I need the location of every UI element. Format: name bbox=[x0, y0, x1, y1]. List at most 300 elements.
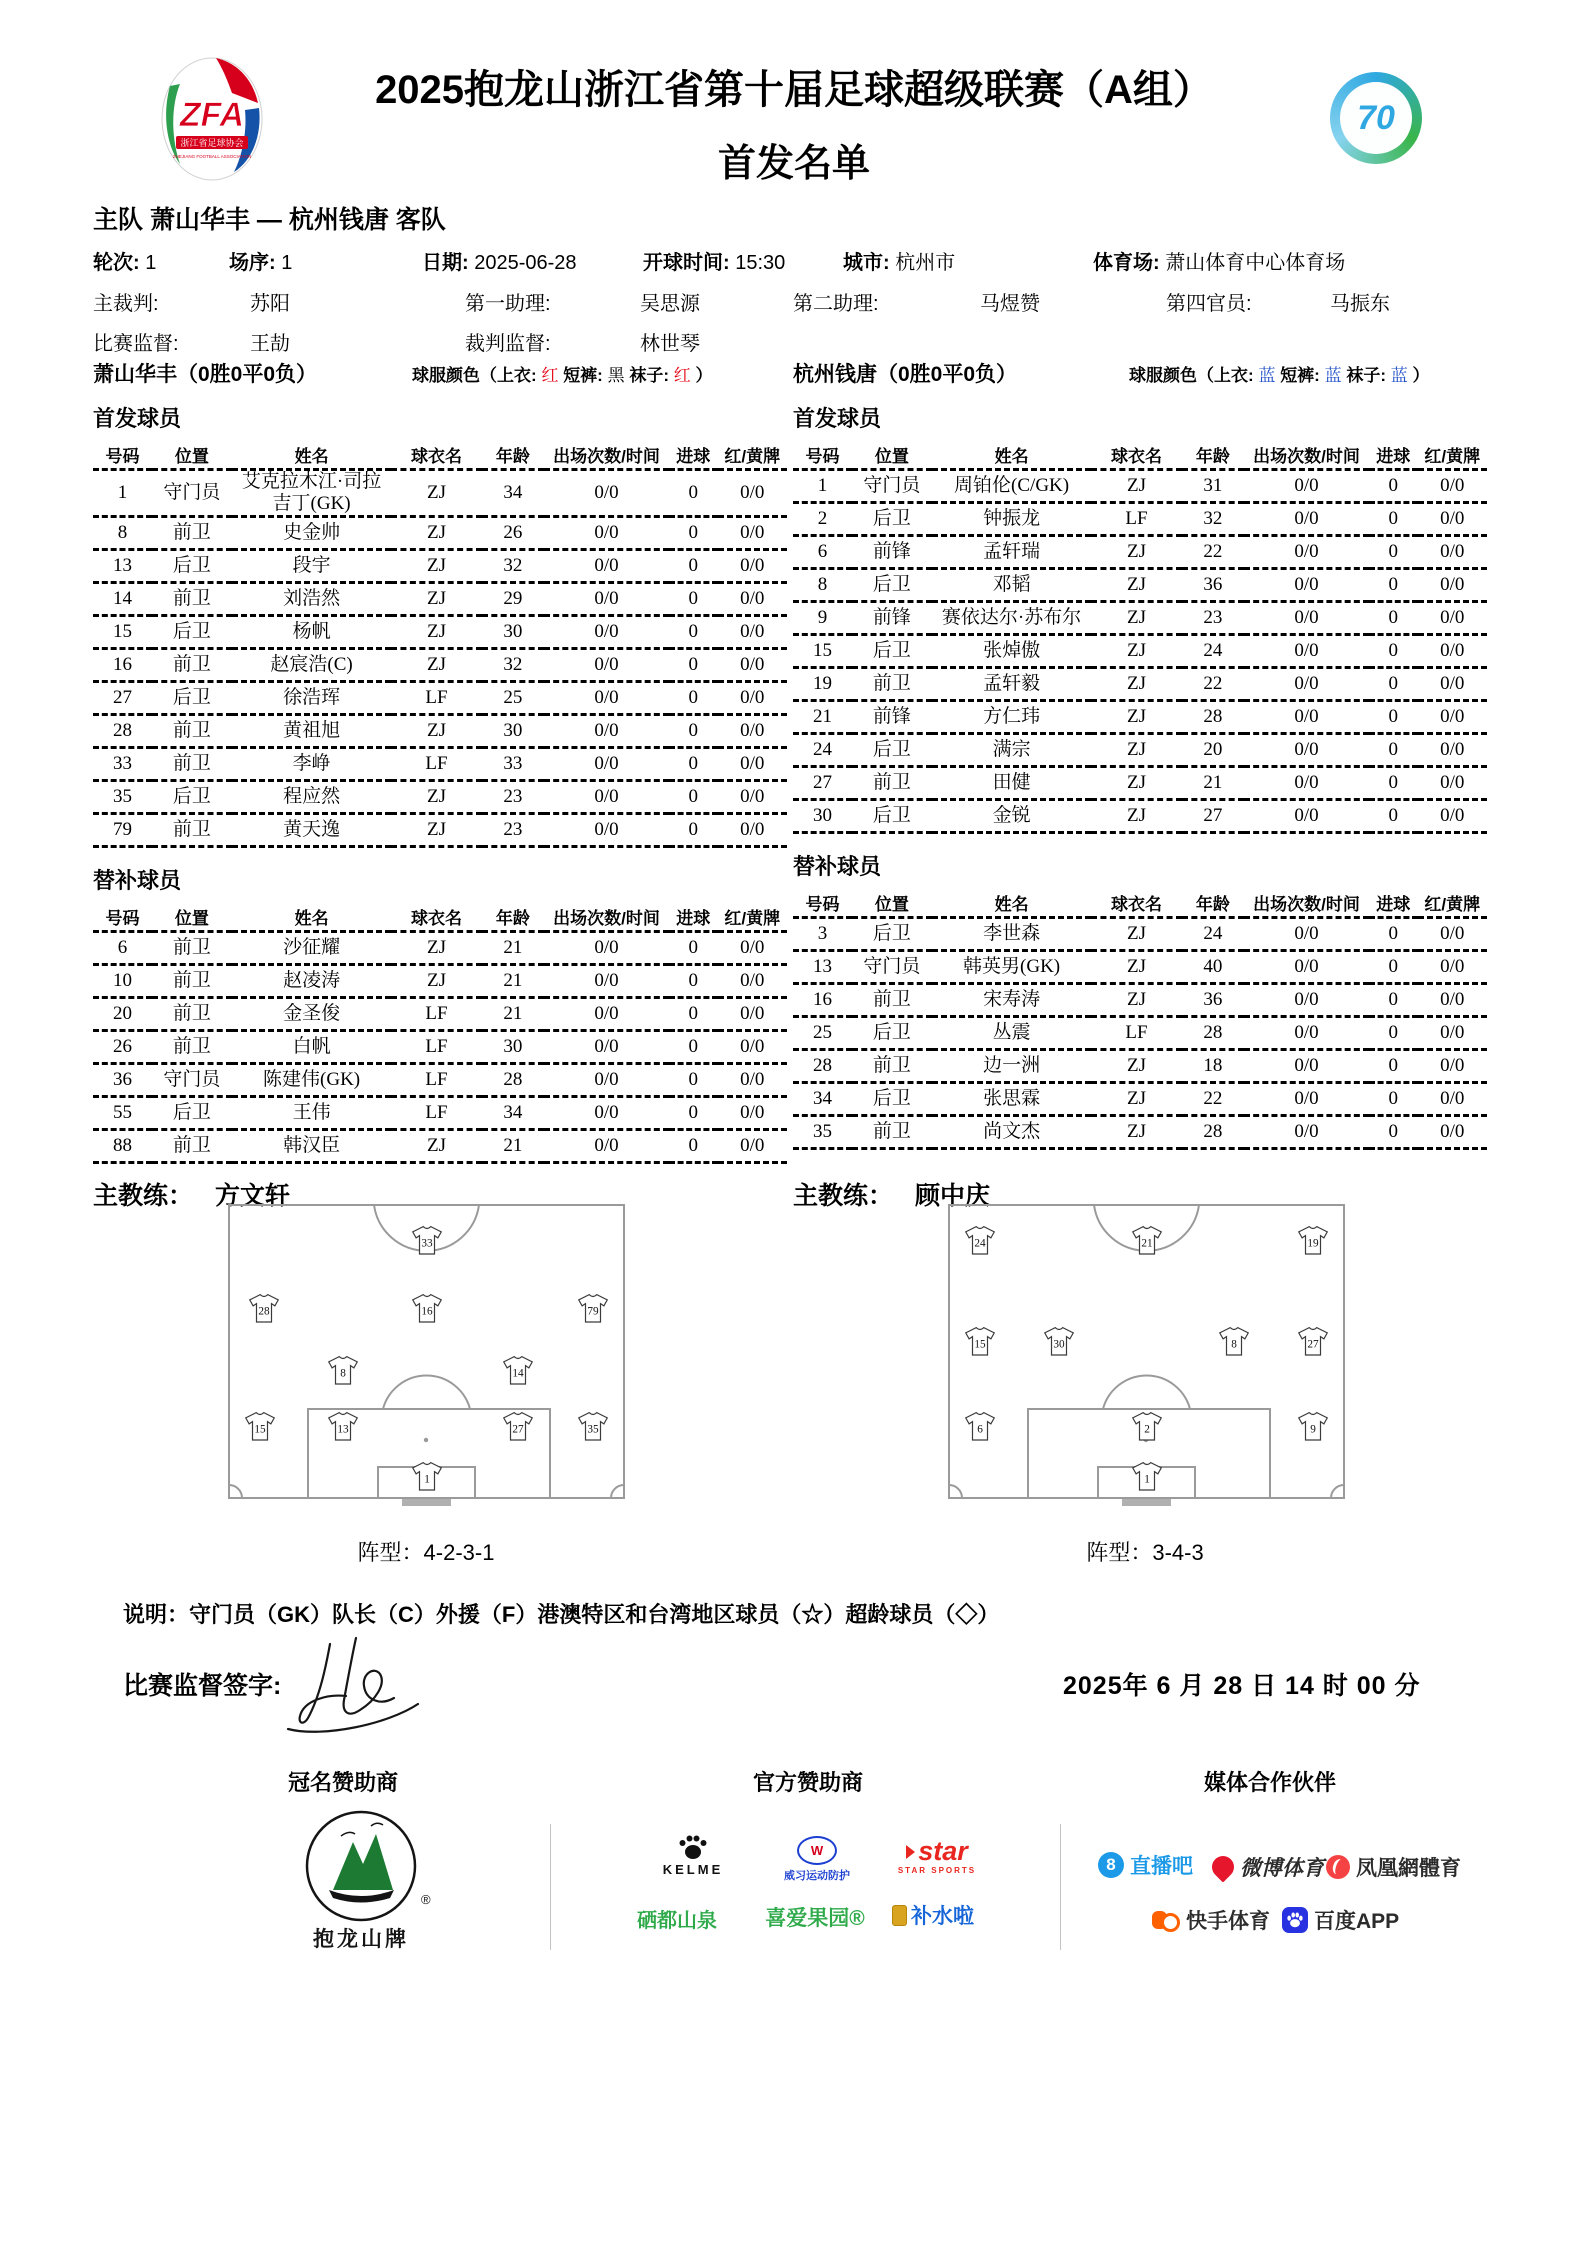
cell-number: 55 bbox=[93, 1096, 152, 1129]
home-jersey-layer bbox=[228, 1204, 625, 1499]
player-jersey-icon bbox=[247, 1294, 280, 1324]
referee-name: 苏阳 bbox=[250, 293, 290, 315]
player-row bbox=[793, 918, 1487, 951]
cell-goals: 0 bbox=[1369, 536, 1418, 569]
player-row bbox=[93, 964, 787, 997]
cell-jersey: ZJ bbox=[391, 714, 481, 747]
svg-text:24: 24 bbox=[974, 1237, 986, 1250]
cell-number: 8 bbox=[93, 516, 152, 549]
column-header: 年龄 bbox=[1182, 441, 1244, 470]
cell-position: 后卫 bbox=[152, 780, 232, 813]
svg-text:1: 1 bbox=[1143, 1473, 1150, 1486]
cell-goals: 0 bbox=[669, 681, 718, 714]
page-subtitle: 首发名单 bbox=[717, 143, 870, 185]
sponsor-divider-right bbox=[1060, 1824, 1061, 1950]
cell-cards: 0/0 bbox=[1418, 1050, 1487, 1083]
cell-cards: 0/0 bbox=[718, 997, 787, 1030]
column-header: 年龄 bbox=[482, 441, 544, 470]
cell-name: 赵宸浩(C) bbox=[232, 648, 392, 681]
cell-position: 后卫 bbox=[152, 1096, 232, 1129]
cell-number: 88 bbox=[93, 1129, 152, 1162]
cell-name: 张焯傲 bbox=[932, 635, 1092, 668]
sponsor-xiaiguoyuan: 喜爱果园® bbox=[765, 1907, 865, 1930]
column-header: 年龄 bbox=[482, 903, 544, 932]
player-row bbox=[93, 813, 787, 846]
cell-position: 前卫 bbox=[152, 1030, 232, 1063]
cell-jersey: ZJ bbox=[1091, 569, 1181, 602]
player-row bbox=[93, 1129, 787, 1162]
column-header: 球衣名 bbox=[391, 441, 481, 470]
city-info: 城市: 杭州市 bbox=[843, 252, 956, 274]
cell-apps: 0/0 bbox=[1244, 701, 1369, 734]
cell-number: 26 bbox=[93, 1030, 152, 1063]
cell-age: 21 bbox=[482, 1129, 544, 1162]
cell-position: 后卫 bbox=[852, 1083, 932, 1116]
cell-jersey: ZJ bbox=[1091, 536, 1181, 569]
cell-position: 前锋 bbox=[852, 602, 932, 635]
column-header: 位置 bbox=[852, 889, 932, 918]
cell-name: 孟轩瑞 bbox=[932, 536, 1092, 569]
home-coach-name: 方文轩 bbox=[215, 1182, 291, 1210]
cell-apps: 0/0 bbox=[544, 582, 669, 615]
cell-name: 尚文杰 bbox=[932, 1116, 1092, 1149]
weibo-icon bbox=[1207, 1851, 1238, 1882]
player-row bbox=[793, 951, 1487, 984]
cell-position: 后卫 bbox=[852, 800, 932, 833]
cell-name: 宋寿涛 bbox=[932, 984, 1092, 1017]
away-starters-header-row bbox=[793, 441, 1487, 470]
cell-jersey: LF bbox=[391, 997, 481, 1030]
home-subs-table bbox=[93, 903, 787, 1164]
cell-apps: 0/0 bbox=[1244, 984, 1369, 1017]
away-starters-table bbox=[793, 441, 1487, 834]
cell-age: 22 bbox=[1182, 668, 1244, 701]
player-jersey-icon bbox=[410, 1294, 443, 1324]
cell-goals: 0 bbox=[1369, 635, 1418, 668]
cell-position: 后卫 bbox=[852, 734, 932, 767]
cell-age: 36 bbox=[1182, 569, 1244, 602]
player-jersey-icon bbox=[1297, 1326, 1330, 1356]
column-header: 位置 bbox=[152, 903, 232, 932]
player-row bbox=[793, 470, 1487, 503]
cell-number: 13 bbox=[793, 951, 852, 984]
cell-goals: 0 bbox=[1369, 1017, 1418, 1050]
away-team-name: 杭州钱唐 bbox=[793, 363, 877, 386]
home-starters-label: 首发球员 bbox=[93, 406, 182, 431]
cell-jersey: ZJ bbox=[391, 648, 481, 681]
player-row bbox=[793, 503, 1487, 536]
cell-number: 8 bbox=[793, 569, 852, 602]
cell-jersey: LF bbox=[1091, 503, 1181, 536]
column-header: 进球 bbox=[1369, 441, 1418, 470]
cell-number: 35 bbox=[93, 780, 152, 813]
cell-age: 28 bbox=[1182, 701, 1244, 734]
cell-cards: 0/0 bbox=[1418, 536, 1487, 569]
cell-goals: 0 bbox=[1369, 984, 1418, 1017]
supervisor-signature-label: 比赛监督签字: bbox=[123, 1672, 282, 1700]
cell-apps: 0/0 bbox=[544, 1030, 669, 1063]
cell-number: 3 bbox=[793, 918, 852, 951]
cell-position: 后卫 bbox=[152, 681, 232, 714]
svg-text:35: 35 bbox=[587, 1423, 599, 1436]
player-row bbox=[793, 984, 1487, 1017]
baolongshan-logo bbox=[303, 1806, 433, 1956]
cell-position: 前卫 bbox=[152, 516, 232, 549]
player-row bbox=[793, 602, 1487, 635]
home-starters-header-row bbox=[93, 441, 787, 470]
player-jersey-icon bbox=[963, 1326, 996, 1356]
cell-jersey: LF bbox=[391, 681, 481, 714]
cell-cards: 0/0 bbox=[718, 1096, 787, 1129]
svg-text:9: 9 bbox=[1310, 1423, 1317, 1436]
cell-name: 史金帅 bbox=[232, 516, 392, 549]
zfa-ribbon-text: 浙江省足球协会 bbox=[180, 138, 244, 148]
cell-apps: 0/0 bbox=[1244, 800, 1369, 833]
cell-cards: 0/0 bbox=[718, 582, 787, 615]
cell-goals: 0 bbox=[1369, 569, 1418, 602]
cell-cards: 0/0 bbox=[1418, 1017, 1487, 1050]
column-header: 进球 bbox=[669, 903, 718, 932]
cell-jersey: ZJ bbox=[391, 1129, 481, 1162]
cell-position: 前卫 bbox=[152, 714, 232, 747]
cell-position: 后卫 bbox=[852, 918, 932, 951]
cell-number: 36 bbox=[93, 1063, 152, 1096]
player-jersey-icon bbox=[1297, 1412, 1330, 1442]
cell-apps: 0/0 bbox=[1244, 569, 1369, 602]
media-partner-heading: 媒体合作伙伴 bbox=[1203, 1770, 1336, 1795]
referee-supervisor-name: 林世琴 bbox=[640, 333, 700, 355]
sponsor-kelme: KELME bbox=[628, 1834, 758, 1877]
cell-apps: 0/0 bbox=[544, 470, 669, 517]
cell-name: 程应然 bbox=[232, 780, 392, 813]
player-jersey-icon bbox=[410, 1226, 443, 1256]
cell-apps: 0/0 bbox=[544, 615, 669, 648]
cell-goals: 0 bbox=[1369, 503, 1418, 536]
cell-name: 邓韬 bbox=[932, 569, 1092, 602]
cell-age: 27 bbox=[1182, 800, 1244, 833]
away-team-record: （0胜0平0负） bbox=[877, 363, 1018, 386]
cell-position: 前锋 bbox=[852, 536, 932, 569]
cell-name: 边一洲 bbox=[932, 1050, 1092, 1083]
cell-name: 丛震 bbox=[932, 1017, 1092, 1050]
cell-name: 黄天逸 bbox=[232, 813, 392, 846]
player-row bbox=[93, 780, 787, 813]
player-row bbox=[93, 516, 787, 549]
cell-goals: 0 bbox=[1369, 1050, 1418, 1083]
cell-age: 21 bbox=[482, 931, 544, 964]
cell-position: 后卫 bbox=[852, 569, 932, 602]
cell-apps: 0/0 bbox=[1244, 668, 1369, 701]
assistant1-name: 吴思源 bbox=[640, 293, 700, 315]
cell-name: 周铂伦(C/GK) bbox=[932, 470, 1092, 503]
cell-cards: 0/0 bbox=[718, 813, 787, 846]
cell-apps: 0/0 bbox=[1244, 1050, 1369, 1083]
cell-age: 25 bbox=[482, 681, 544, 714]
cell-apps: 0/0 bbox=[1244, 767, 1369, 800]
cell-jersey: ZJ bbox=[391, 813, 481, 846]
column-header: 进球 bbox=[669, 441, 718, 470]
cell-goals: 0 bbox=[669, 964, 718, 997]
cell-age: 24 bbox=[1182, 918, 1244, 951]
cell-age: 22 bbox=[1182, 1083, 1244, 1116]
svg-text:13: 13 bbox=[337, 1423, 349, 1436]
cell-name: 满宗 bbox=[932, 734, 1092, 767]
column-header: 球衣名 bbox=[1091, 441, 1181, 470]
column-header: 位置 bbox=[152, 441, 232, 470]
away-subs-table bbox=[793, 889, 1487, 1150]
cell-position: 后卫 bbox=[852, 503, 932, 536]
cell-name: 徐浩珲 bbox=[232, 681, 392, 714]
cell-apps: 0/0 bbox=[1244, 918, 1369, 951]
cell-goals: 0 bbox=[669, 780, 718, 813]
anniversary-logo-number: 70 bbox=[1340, 82, 1412, 154]
player-jersey-icon bbox=[1217, 1326, 1250, 1356]
zhibo8-icon: 8 bbox=[1098, 1852, 1124, 1878]
cell-name: 沙征耀 bbox=[232, 931, 392, 964]
cell-apps: 0/0 bbox=[544, 931, 669, 964]
cell-goals: 0 bbox=[1369, 470, 1418, 503]
cell-cards: 0/0 bbox=[1418, 503, 1487, 536]
cell-jersey: ZJ bbox=[391, 516, 481, 549]
cell-jersey: ZJ bbox=[1091, 918, 1181, 951]
svg-text:16: 16 bbox=[420, 1305, 433, 1318]
cell-cards: 0/0 bbox=[1418, 470, 1487, 503]
cell-cards: 0/0 bbox=[1418, 602, 1487, 635]
media-kuaishou-sports: 快手体育 bbox=[1152, 1905, 1270, 1935]
cell-jersey: LF bbox=[391, 1096, 481, 1129]
cell-age: 40 bbox=[1182, 951, 1244, 984]
cell-cards: 0/0 bbox=[718, 931, 787, 964]
cell-apps: 0/0 bbox=[1244, 1116, 1369, 1149]
column-header: 出场次数/时间 bbox=[1244, 889, 1369, 918]
cell-jersey: ZJ bbox=[391, 964, 481, 997]
cell-jersey: ZJ bbox=[1091, 602, 1181, 635]
column-header: 号码 bbox=[93, 903, 152, 932]
cell-jersey: ZJ bbox=[1091, 701, 1181, 734]
player-row bbox=[793, 1116, 1487, 1149]
cell-cards: 0/0 bbox=[718, 1030, 787, 1063]
player-row bbox=[93, 681, 787, 714]
media-phoenix-sports: 凤凰網體育 bbox=[1326, 1852, 1461, 1882]
cell-cards: 0/0 bbox=[1418, 1083, 1487, 1116]
cell-apps: 0/0 bbox=[1244, 734, 1369, 767]
cell-position: 前卫 bbox=[852, 767, 932, 800]
column-header: 球衣名 bbox=[391, 903, 481, 932]
kelme-paw-icon bbox=[678, 1834, 708, 1860]
media-weibo-sports: 微博体育 bbox=[1212, 1852, 1324, 1882]
away-team-header bbox=[793, 358, 1487, 388]
anniversary-logo bbox=[1330, 72, 1422, 164]
away-subs-header-row bbox=[793, 889, 1487, 918]
home-formation-label: 阵型：4-2-3-1 bbox=[357, 1540, 495, 1565]
cell-age: 30 bbox=[482, 714, 544, 747]
cell-cards: 0/0 bbox=[718, 1129, 787, 1162]
cell-position: 守门员 bbox=[152, 470, 232, 517]
cell-number: 16 bbox=[93, 648, 152, 681]
match-supervisor-name: 王劼 bbox=[250, 333, 290, 355]
bottle-icon bbox=[892, 1905, 907, 1926]
kuaishou-icon bbox=[1152, 1909, 1180, 1931]
cell-number: 24 bbox=[793, 734, 852, 767]
player-jersey-icon bbox=[501, 1412, 534, 1442]
home-kit-colors: 球服颜色（上衣: 红 短裤: 黑 袜子: 红 ） bbox=[412, 366, 713, 385]
cell-goals: 0 bbox=[669, 582, 718, 615]
cell-jersey: ZJ bbox=[1091, 668, 1181, 701]
cell-jersey: ZJ bbox=[1091, 1083, 1181, 1116]
cell-jersey: ZJ bbox=[1091, 767, 1181, 800]
away-formation-label: 阵型：3-4-3 bbox=[1086, 1540, 1204, 1565]
cell-cards: 0/0 bbox=[718, 780, 787, 813]
cell-age: 32 bbox=[482, 648, 544, 681]
cell-jersey: LF bbox=[1091, 1017, 1181, 1050]
matchup-line: 主队 萧山华丰 — 杭州钱唐 客队 bbox=[93, 206, 446, 234]
cell-apps: 0/0 bbox=[1244, 503, 1369, 536]
player-jersey-icon bbox=[1297, 1226, 1330, 1256]
phoenix-icon bbox=[1326, 1855, 1350, 1879]
away-team-column bbox=[793, 358, 1487, 1150]
player-row bbox=[793, 734, 1487, 767]
column-header: 红/黄牌 bbox=[1418, 889, 1487, 918]
cell-goals: 0 bbox=[1369, 1083, 1418, 1116]
cell-jersey: ZJ bbox=[391, 931, 481, 964]
cell-name: 白帆 bbox=[232, 1030, 392, 1063]
order-info: 场序: 1 bbox=[229, 252, 293, 274]
svg-text:30: 30 bbox=[1053, 1338, 1065, 1351]
sponsor-weixi: W 威习运动防护 bbox=[752, 1836, 882, 1883]
cell-position: 前卫 bbox=[152, 582, 232, 615]
svg-text:2: 2 bbox=[1143, 1423, 1150, 1436]
cell-goals: 0 bbox=[669, 1063, 718, 1096]
supervisor-signature bbox=[268, 1626, 453, 1741]
player-row bbox=[793, 767, 1487, 800]
cell-cards: 0/0 bbox=[1418, 800, 1487, 833]
cell-goals: 0 bbox=[669, 1096, 718, 1129]
cell-goals: 0 bbox=[669, 615, 718, 648]
cell-number: 20 bbox=[93, 997, 152, 1030]
fourth-official-name: 马振东 bbox=[1330, 293, 1390, 315]
svg-text:8: 8 bbox=[340, 1367, 346, 1380]
cell-jersey: ZJ bbox=[391, 582, 481, 615]
player-row bbox=[93, 997, 787, 1030]
cell-name: 黄祖旭 bbox=[232, 714, 392, 747]
svg-text:28: 28 bbox=[258, 1305, 270, 1318]
zfa-subtext: ZHEJIANG FOOTBALL ASSOCIATION bbox=[172, 154, 252, 159]
cell-apps: 0/0 bbox=[1244, 602, 1369, 635]
cell-jersey: ZJ bbox=[391, 615, 481, 648]
cell-number: 27 bbox=[93, 681, 152, 714]
cell-goals: 0 bbox=[1369, 734, 1418, 767]
cell-cards: 0/0 bbox=[1418, 918, 1487, 951]
cell-cards: 0/0 bbox=[1418, 767, 1487, 800]
cell-number: 1 bbox=[93, 470, 152, 517]
player-jersey-icon bbox=[410, 1462, 443, 1492]
player-row bbox=[793, 635, 1487, 668]
cell-position: 前卫 bbox=[852, 984, 932, 1017]
cell-age: 21 bbox=[1182, 767, 1244, 800]
column-header: 位置 bbox=[852, 441, 932, 470]
player-jersey-icon bbox=[1043, 1326, 1076, 1356]
column-header: 号码 bbox=[793, 441, 852, 470]
cell-number: 6 bbox=[793, 536, 852, 569]
column-header: 红/黄牌 bbox=[718, 903, 787, 932]
svg-text:15: 15 bbox=[974, 1338, 986, 1351]
column-header: 球衣名 bbox=[1091, 889, 1181, 918]
cell-apps: 0/0 bbox=[1244, 951, 1369, 984]
player-row bbox=[93, 615, 787, 648]
cell-cards: 0/0 bbox=[1418, 984, 1487, 1017]
cell-goals: 0 bbox=[1369, 1116, 1418, 1149]
cell-cards: 0/0 bbox=[1418, 569, 1487, 602]
cell-apps: 0/0 bbox=[544, 964, 669, 997]
player-jersey-icon bbox=[501, 1356, 534, 1386]
cell-jersey: ZJ bbox=[1091, 951, 1181, 984]
cell-number: 35 bbox=[793, 1116, 852, 1149]
cell-apps: 0/0 bbox=[544, 813, 669, 846]
cell-cards: 0/0 bbox=[718, 470, 787, 517]
cell-age: 30 bbox=[482, 615, 544, 648]
zfa-text: ZFA bbox=[179, 96, 245, 134]
cell-age: 34 bbox=[482, 470, 544, 517]
cell-goals: 0 bbox=[669, 1129, 718, 1162]
away-jersey-layer bbox=[948, 1204, 1345, 1499]
cell-name: 刘浩然 bbox=[232, 582, 392, 615]
cell-position: 前卫 bbox=[152, 1129, 232, 1162]
cell-age: 18 bbox=[1182, 1050, 1244, 1083]
player-jersey-icon bbox=[963, 1226, 996, 1256]
cell-cards: 0/0 bbox=[718, 1063, 787, 1096]
svg-text:15: 15 bbox=[254, 1423, 266, 1436]
cell-cards: 0/0 bbox=[1418, 951, 1487, 984]
cell-position: 前卫 bbox=[152, 648, 232, 681]
cell-name: 赵凌涛 bbox=[232, 964, 392, 997]
cell-age: 20 bbox=[1182, 734, 1244, 767]
cell-age: 21 bbox=[482, 997, 544, 1030]
away-starters-label: 首发球员 bbox=[793, 406, 882, 431]
cell-jersey: LF bbox=[391, 1030, 481, 1063]
cell-goals: 0 bbox=[669, 1030, 718, 1063]
sponsor-star: star STAR SPORTS bbox=[897, 1836, 977, 1875]
cell-apps: 0/0 bbox=[1244, 536, 1369, 569]
player-row bbox=[793, 1050, 1487, 1083]
cell-goals: 0 bbox=[669, 997, 718, 1030]
cell-jersey: ZJ bbox=[1091, 635, 1181, 668]
column-header: 年龄 bbox=[1182, 889, 1244, 918]
cell-age: 24 bbox=[1182, 635, 1244, 668]
cell-jersey: ZJ bbox=[391, 780, 481, 813]
svg-text:27: 27 bbox=[1307, 1338, 1319, 1351]
column-header: 姓名 bbox=[932, 441, 1092, 470]
cell-apps: 0/0 bbox=[544, 1063, 669, 1096]
media-zhibo8: 8 直播吧 bbox=[1098, 1850, 1193, 1880]
cell-number: 6 bbox=[93, 931, 152, 964]
sponsor-bushuila: 补水啦 bbox=[868, 1900, 998, 1930]
cell-position: 前锋 bbox=[852, 701, 932, 734]
player-row bbox=[793, 1017, 1487, 1050]
svg-text:8: 8 bbox=[1231, 1338, 1237, 1351]
player-row bbox=[93, 931, 787, 964]
player-jersey-icon bbox=[1130, 1412, 1163, 1442]
player-row bbox=[793, 668, 1487, 701]
assistant2-label: 第二助理: bbox=[793, 293, 879, 315]
cell-age: 28 bbox=[1182, 1017, 1244, 1050]
cell-age: 31 bbox=[1182, 470, 1244, 503]
column-header: 进球 bbox=[1369, 889, 1418, 918]
cell-name: 李世森 bbox=[932, 918, 1092, 951]
cell-position: 守门员 bbox=[852, 470, 932, 503]
official-sponsor-heading: 官方赞助商 bbox=[752, 1770, 863, 1795]
svg-text:19: 19 bbox=[1307, 1237, 1319, 1250]
fourth-official-label: 第四官员: bbox=[1166, 293, 1252, 315]
